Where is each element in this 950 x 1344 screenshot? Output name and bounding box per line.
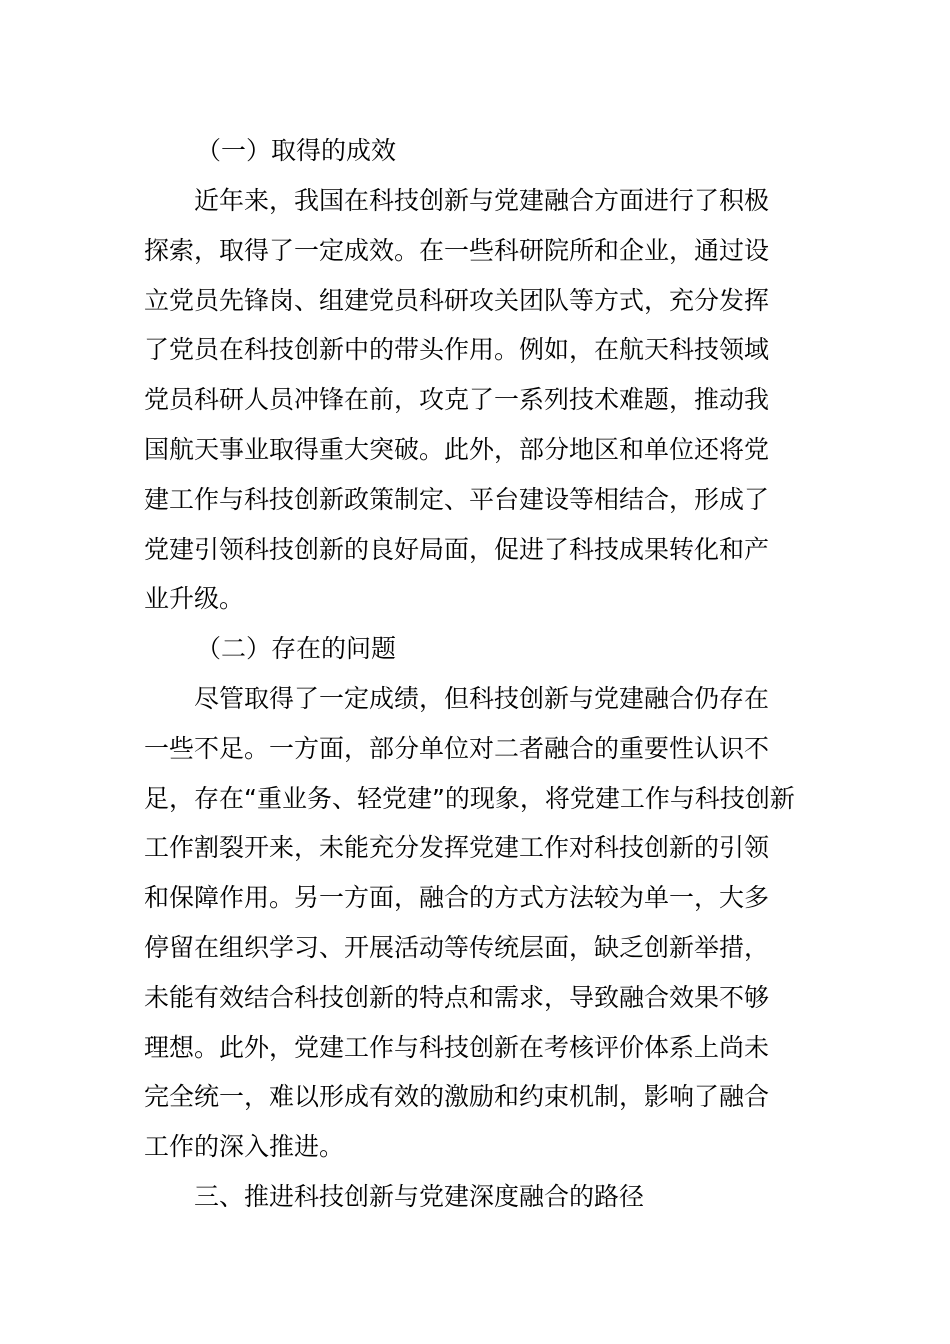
paragraph-line: 立党员先锋岗、组建党员科研攻关团队等方式，充分发挥 [144, 285, 770, 315]
paragraph-line: 党建引领科技创新的良好局面，促进了科技成果转化和产 [144, 534, 770, 564]
section-two-paragraph [144, 674, 806, 1172]
paragraph-line: 业升级。 [144, 584, 245, 614]
section-one-heading: （一）取得的成效 [196, 136, 397, 165]
section-three-heading: 三、推进科技创新与党建深度融合的路径 [194, 1182, 645, 1211]
paragraph-line: 理想。此外，党建工作与科技创新在考核评价体系上尚未 [144, 1032, 770, 1062]
paragraph-line: 国航天事业取得重大突破。此外，部分地区和单位还将党 [144, 434, 770, 464]
paragraph-line: 近年来，我国在科技创新与党建融合方面进行了积极 [194, 186, 770, 215]
paragraph-line: 探索，取得了一定成效。在一些科研院所和企业，通过设 [144, 235, 770, 265]
section-one-paragraph [144, 176, 806, 624]
paragraph-line: 工作的深入推进。 [144, 1132, 345, 1162]
paragraph-line: 工作割裂开来，未能充分发挥党建工作对科技创新的引领 [144, 833, 770, 863]
paragraph-line: 一些不足。一方面，部分单位对二者融合的重要性认识不 [144, 733, 770, 763]
paragraph-line: 了党员在科技创新中的带头作用。例如，在航天科技领域 [144, 335, 770, 365]
paragraph-line: 停留在组织学习、开展活动等传统层面，缺乏创新举措， [144, 932, 770, 962]
paragraph-line: 完全统一，难以形成有效的激励和约束机制，影响了融合 [144, 1082, 770, 1112]
paragraph-line: 建工作与科技创新政策制定、平台建设等相结合，形成了 [144, 484, 770, 514]
section-two-heading: （二）存在的问题 [196, 634, 397, 663]
paragraph-line: 尽管取得了一定成绩，但科技创新与党建融合仍存在 [194, 684, 770, 713]
paragraph-line: 足，存在“重业务、轻党建”的现象，将党建工作与科技创新 [144, 783, 795, 813]
paragraph-line: 未能有效结合科技创新的特点和需求，导致融合效果不够 [144, 982, 770, 1012]
paragraph-line: 和保障作用。另一方面，融合的方式方法较为单一，大多 [144, 883, 770, 913]
paragraph-line: 党员科研人员冲锋在前，攻克了一系列技术难题，推动我 [144, 385, 770, 415]
